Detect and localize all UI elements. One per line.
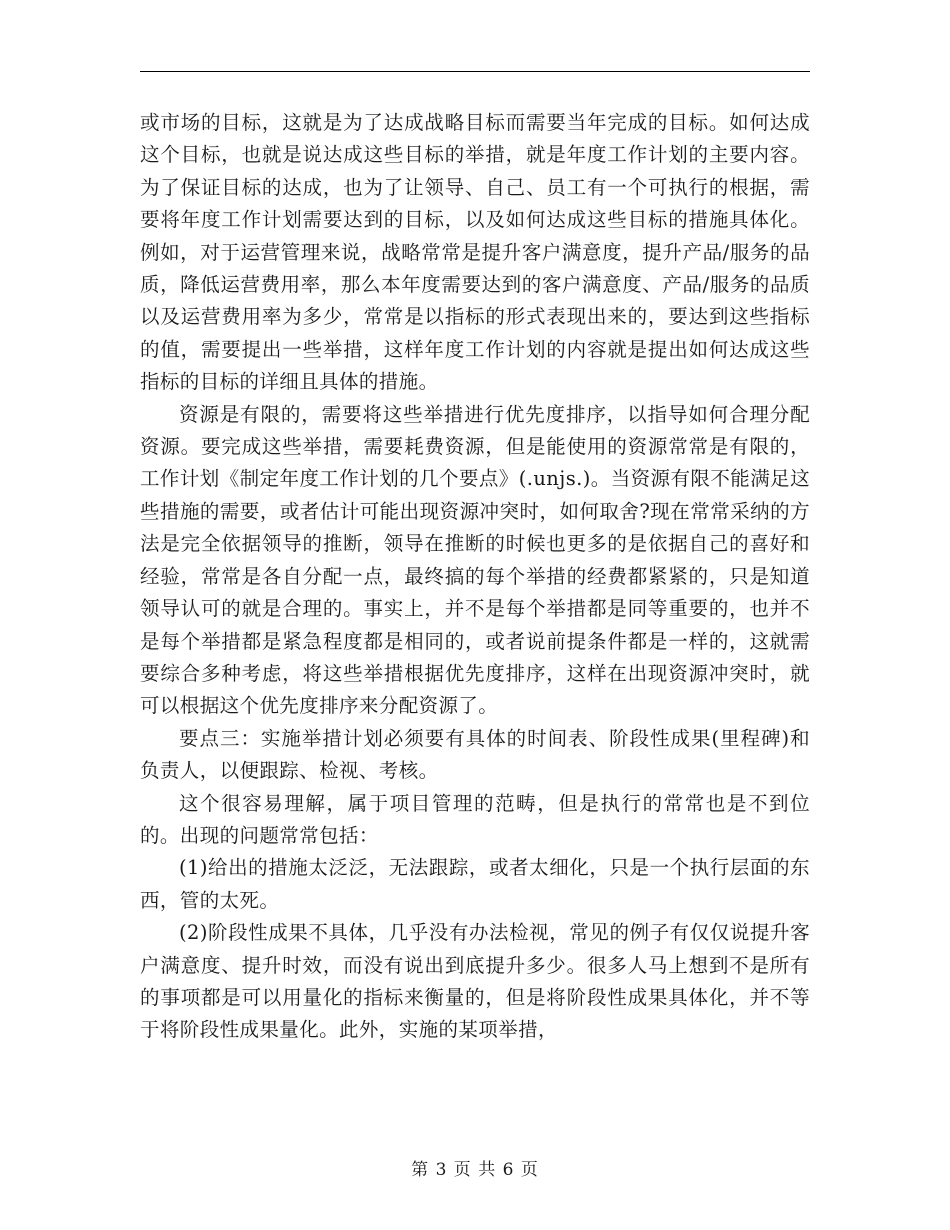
page-number: 第 3 页 共 6 页 bbox=[411, 1160, 539, 1180]
paragraph-6: (2)阶段性成果不具体，几乎没有办法检视，常见的例子有仅仅说提升客户满意度、提升时效，而没有说出到底提升多少。很多人马上想到不是所有的事项都是可以用量化的指标来衡量的，但是将阶段性成果具体化，并不等于将阶段性成果量化。此外，实施的某项举措， bbox=[140, 921, 810, 1042]
document-body bbox=[140, 107, 810, 1047]
paragraph-2: 资源是有限的，需要将这些举措进行优先度排序，以指导如何合理分配资源。要完成这些举措，需要耗费资源，但是能使用的资源常常是有限的，工作计划《制定年度工作计划的几个要点》(.unjs.)。当资源有限不能满足这些措施的需要，或者估计可能出现资源冲突时，如何取舍?现在常常采纳的方法是完全依据领导的推断，领导在推断的时候也更多的是依据自己的喜好和经验，常常是各自分配一点，最终搞的每个举措的经费都紧紧的，只是知道领导认可的就是合理的。事实上，并不是每个举措都是同等重要的，也并不是每个举措都是紧急程度都是相同的，或者说前提条件都是一样的，这就需要综合多种考虑，将这些举措根据优先度排序，这样在出现资源冲突时，就可以根据这个优先度排序来分配资源了。 bbox=[140, 402, 810, 718]
paragraph-1: 或市场的目标，这就是为了达成战略目标而需要当年完成的目标。如何达成这个目标，也就是说达成这些目标的举措，就是年度工作计划的主要内容。为了保证目标的达成，也为了让领导、自己、员工有一个可执行的根据，需要将年度工作计划需要达到的目标，以及如何达成这些目标的措施具体化。例如，对于运营管理来说，战略常常是提升客户满意度，提升产品/服务的品质，降低运营费用率，那么本年度需要达到的客户满意度、产品/服务的品质以及运营费用率为多少，常常是以指标的形式表现出来的，要达到这些指标的值，需要提出一些举措，这样年度工作计划的内容就是提出如何达成这些指标的目标的详细且具体的措施。 bbox=[140, 111, 810, 394]
paragraph-3: 要点三：实施举措计划必须要有具体的时间表、阶段性成果(里程碑)和负责人，以便跟踪、检视、考核。 bbox=[140, 726, 810, 783]
header-rule bbox=[140, 71, 810, 72]
paragraph-4: 这个很容易理解，属于项目管理的范畴，但是执行的常常也是不到位的。出现的问题常常包括： bbox=[140, 791, 810, 847]
paragraph-5: (1)给出的措施太泛泛，无法跟踪，或者太细化，只是一个执行层面的东西，管的太死。 bbox=[140, 856, 810, 912]
